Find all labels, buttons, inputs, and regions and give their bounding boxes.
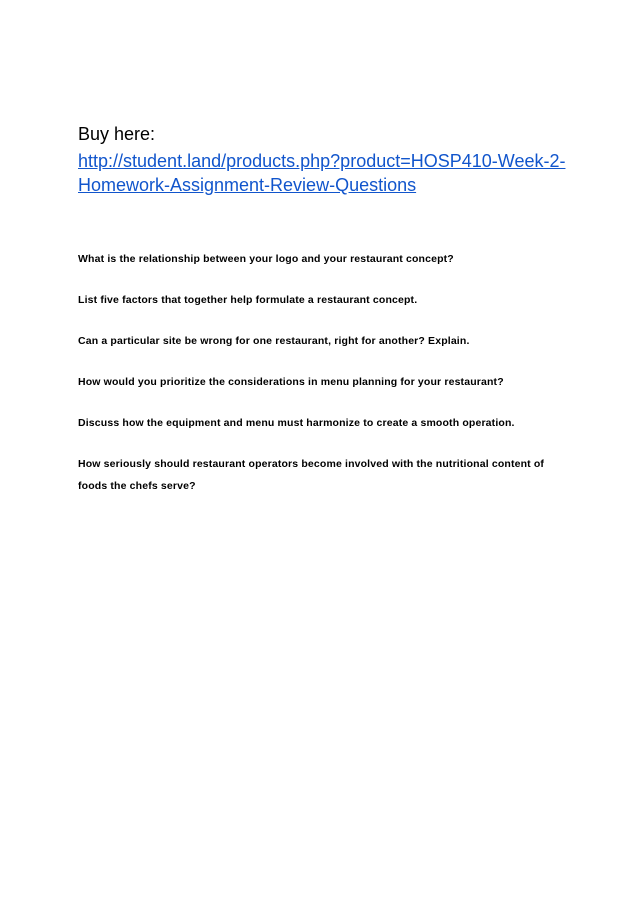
question-4: How would you prioritize the considerations in menu planning for your restaurant? [78, 376, 504, 388]
question-6: How seriously should restaurant operators become involved with the nutritional content of foods the chefs serve? [78, 458, 545, 492]
question-2: List five factors that together help formulate a restaurant concept. [78, 294, 418, 306]
question-3: Can a particular site be wrong for one restaurant, right for another? Explain. [78, 335, 470, 347]
document-content [78, 122, 578, 526]
question-1: What is the relationship between your logo and your restaurant concept? [78, 253, 454, 265]
product-link[interactable]: http://student.land/products.php?product=HOSP410-Week-2-Homework-Assignment-Review-Questions [78, 151, 566, 195]
question-5: Discuss how the equipment and menu must harmonize to create a smooth operation. [78, 417, 515, 429]
questions-list [78, 253, 578, 497]
buy-here-label: Buy here: [78, 124, 156, 144]
